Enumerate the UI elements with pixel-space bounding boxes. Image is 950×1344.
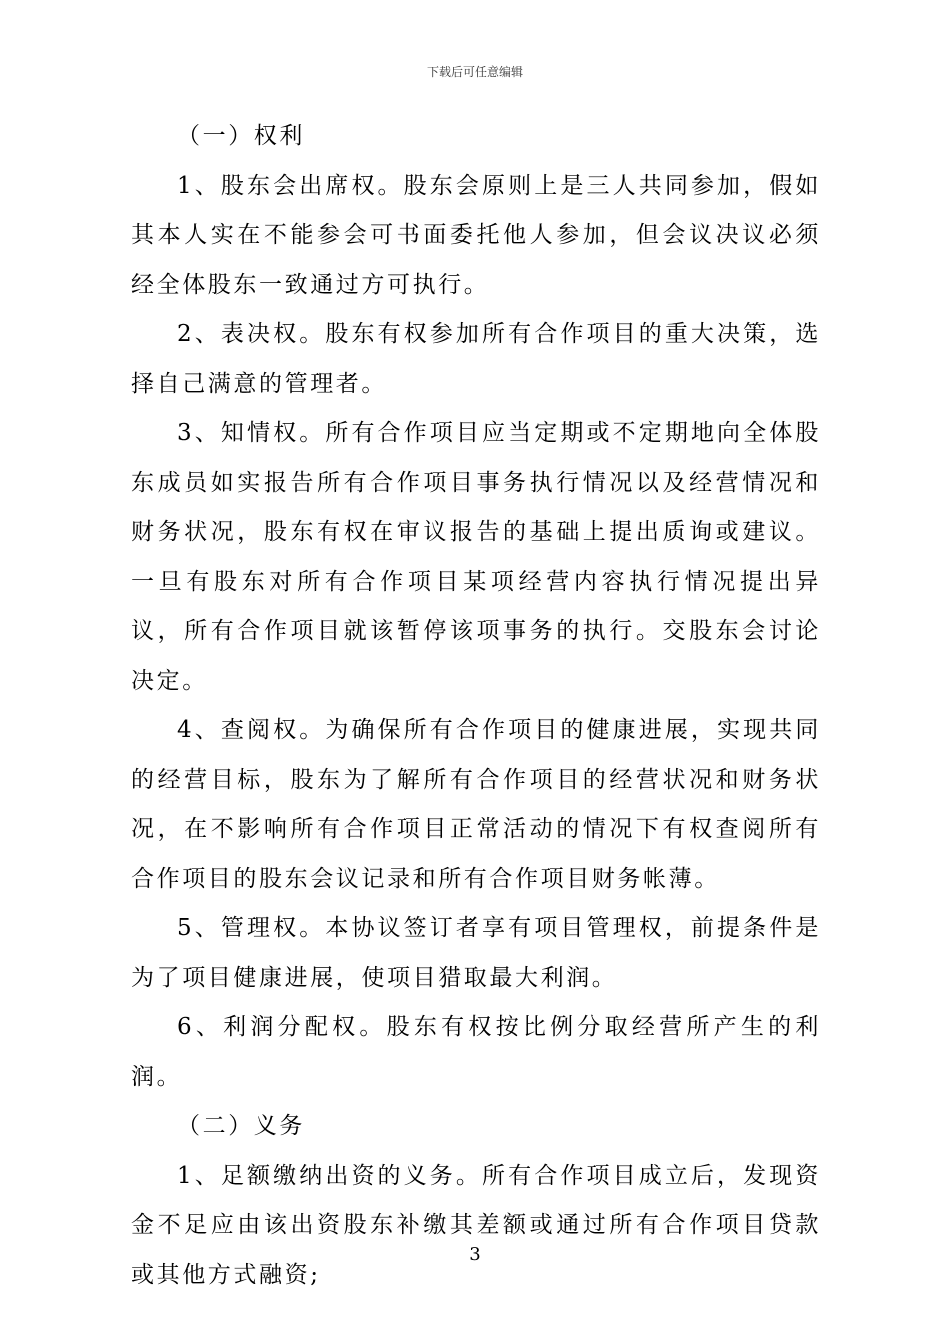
section-heading-rights: （一）权利 [177, 123, 305, 149]
document-body [131, 112, 821, 1300]
paragraph-voting-right: 2、表决权。股东有权参加所有合作项目的重大决策，选择自己满意的管理者。 [131, 321, 821, 397]
section-heading-obligations: （二）义务 [177, 1113, 305, 1139]
paragraph-right-to-know: 3、知情权。所有合作项目应当定期或不定期地向全体股东成员如实报告所有合作项目事务执行情况以及经营情况和财务状况，股东有权在审议报告的基础上提出质询或建议。一旦有股东对所有合作项目某项经营内容执行情况提出异议，所有合作项目就该暂停该项事务的执行。交股东会讨论决定。 [131, 420, 821, 694]
paragraph-inspection-right: 4、查阅权。为确保所有合作项目的健康进展，实现共同的经营目标，股东为了解所有合作项目的经营状况和财务状况，在不影响所有合作项目正常活动的情况下有权查阅所有合作项目的股东会议记录和所有合作项目财务帐薄。 [131, 717, 821, 892]
paragraph-management-right: 5、管理权。本协议签订者享有项目管理权，前提条件是为了项目健康进展，使项目猎取最大利润。 [131, 915, 821, 991]
paragraph-profit-distribution-right: 6、利润分配权。股东有权按比例分取经营所产生的利润。 [131, 1014, 821, 1090]
paragraph-capital-contribution-obligation: 1、足额缴纳出资的义务。所有合作项目成立后，发现资金不足应由该出资股东补缴其差额或通过所有合作项目贷款或其他方式融资; [131, 1162, 821, 1288]
page-header: 下载后可任意编辑 [426, 65, 523, 79]
paragraph-meeting-attendance-right: 1、股东会出席权。股东会原则上是三人共同参加，假如其本人实在不能参会可书面委托他人参加，但会议决议必须经全体股东一致通过方可执行。 [131, 172, 821, 298]
page-number: 3 [469, 1244, 481, 1265]
